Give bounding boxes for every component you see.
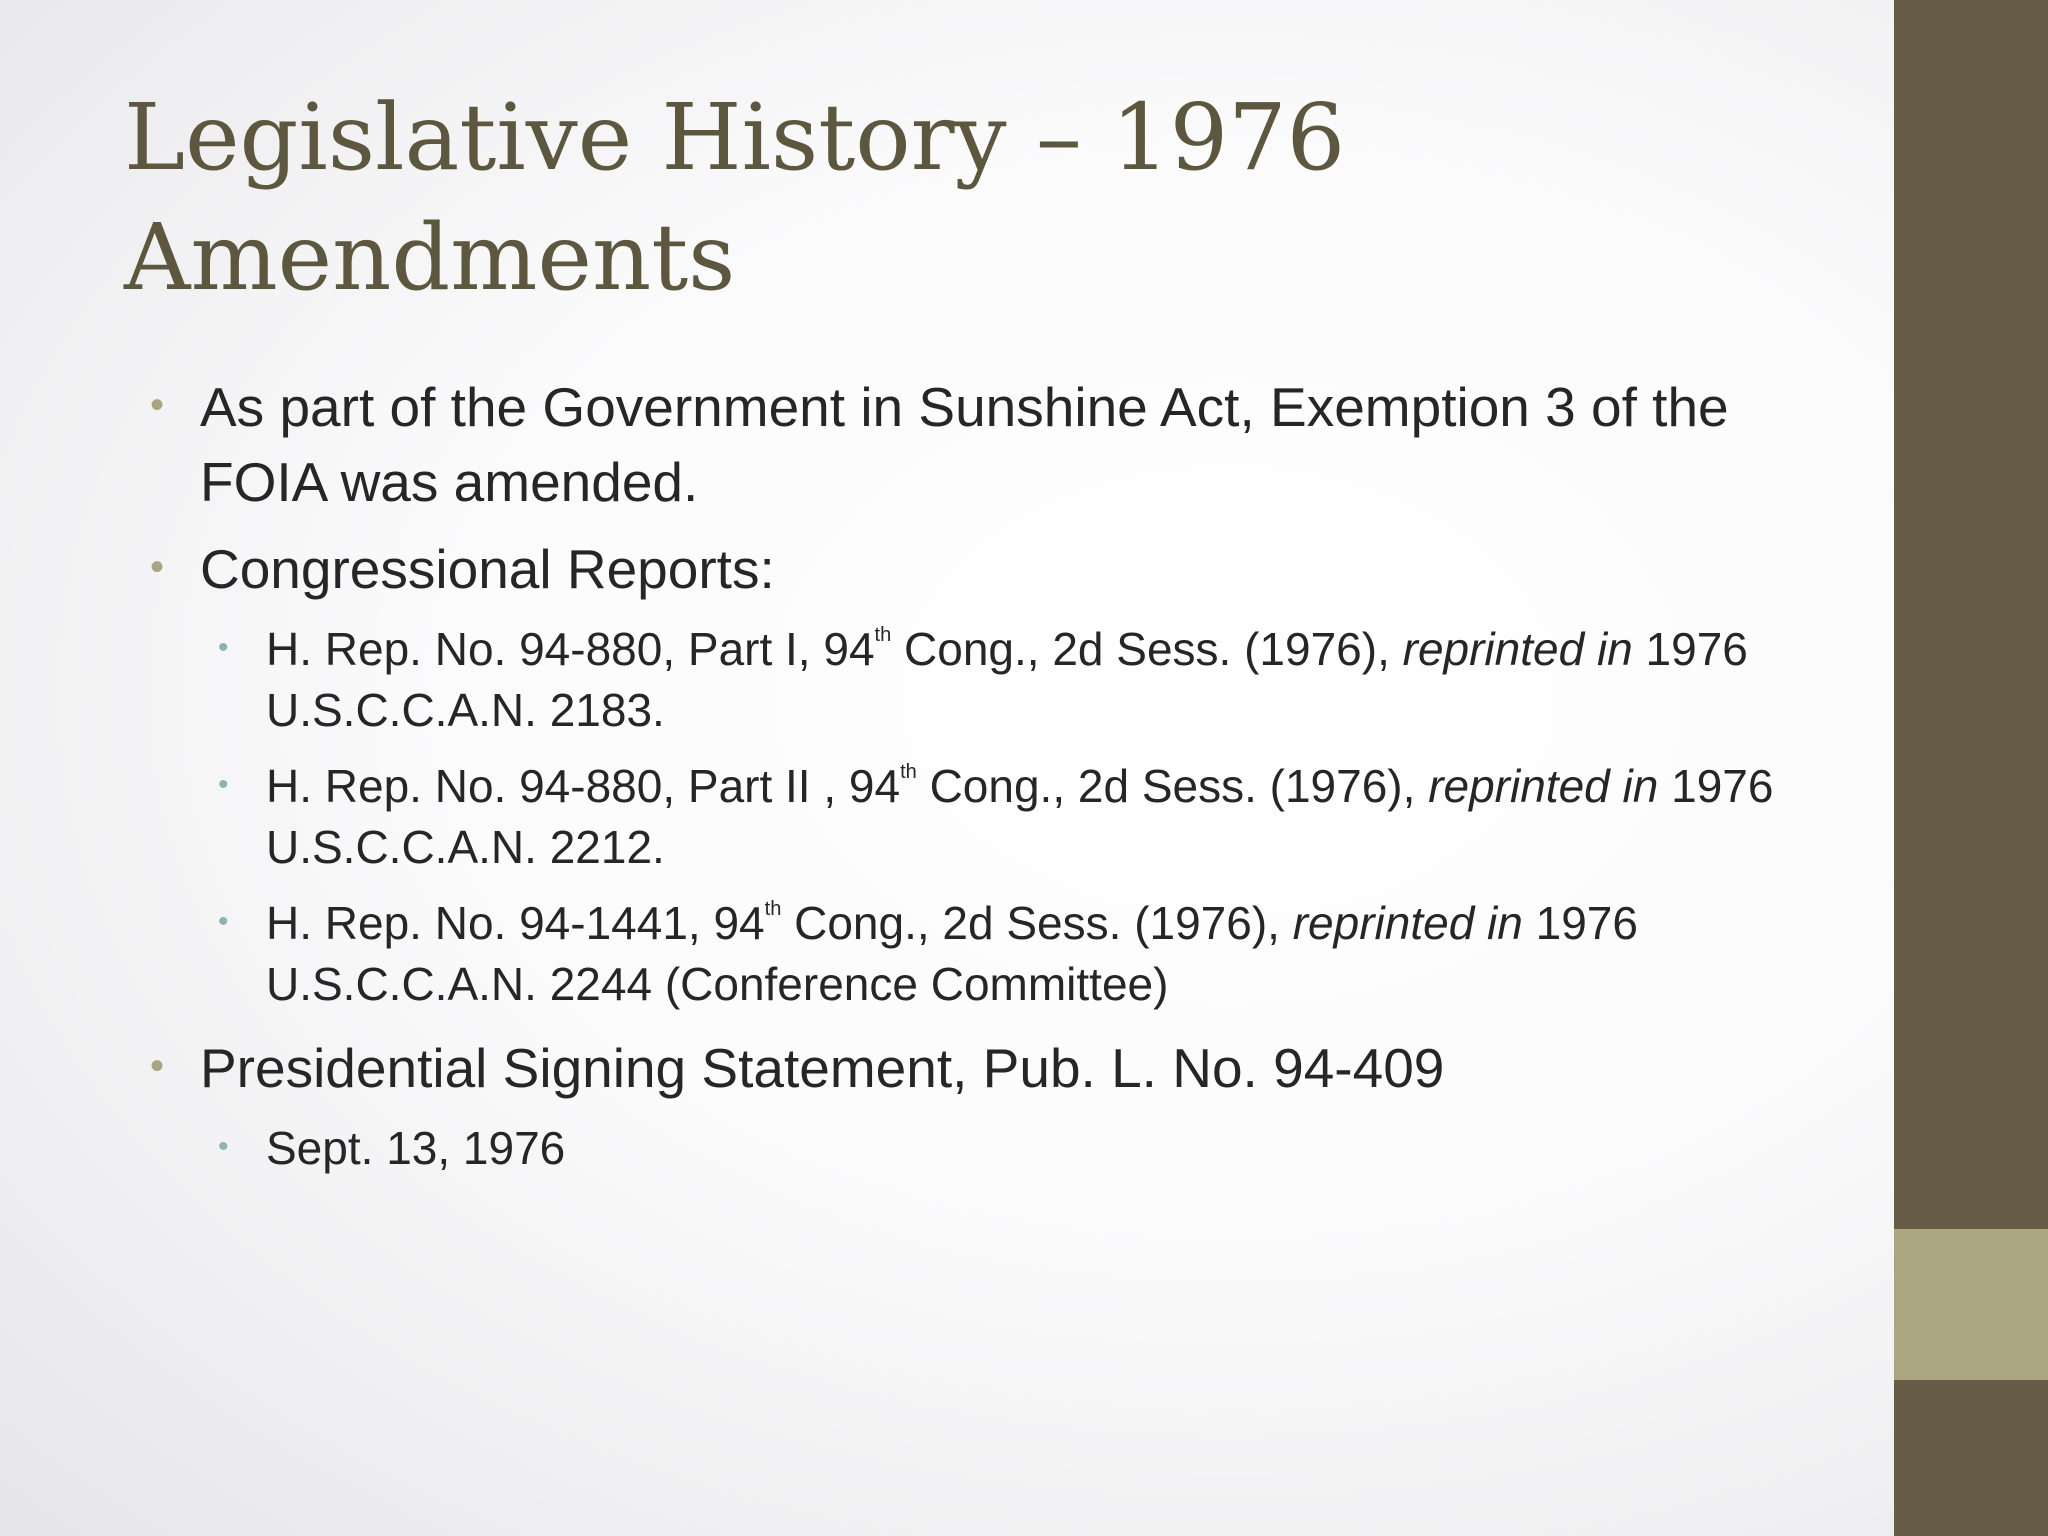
report-item — [150, 893, 1790, 1015]
report-reprint: 1976 U.S.C.C.A.N. 2212. — [266, 760, 1774, 873]
bullet-dot-icon: • — [150, 383, 165, 427]
signing-date: Sept. 13, 1976 — [266, 1122, 566, 1174]
title-line-1: Legislative History – 1976 — [124, 84, 1346, 191]
report-item — [150, 619, 1790, 741]
signing-date-item — [150, 1118, 1790, 1179]
bullet-dot-icon: • — [150, 1044, 165, 1088]
bullet-dot-icon: • — [150, 545, 165, 589]
bullet-text: Presidential Signing Statement, Pub. L. No. 94-409 — [200, 1037, 1445, 1099]
reprinted-in: reprinted in — [1402, 623, 1633, 675]
bullet-text: Congressional Reports: — [200, 538, 775, 600]
ordinal-suffix: th — [764, 898, 782, 920]
slide-title — [124, 78, 1824, 318]
bullet-signing-statement — [150, 1031, 1790, 1106]
ordinal-suffix: th — [874, 624, 892, 646]
sub-bullet-dot-icon: • — [218, 631, 229, 664]
report-citation: H. Rep. No. 94-880, Part I, 94 — [266, 623, 875, 675]
report-reprint: 1976 U.S.C.C.A.N. 2183. — [266, 623, 1748, 736]
sub-bullet-dot-icon: • — [218, 1130, 229, 1163]
report-citation: H. Rep. No. 94-880, Part II , 94 — [266, 760, 901, 812]
side-accent-band — [1894, 1229, 2048, 1380]
report-reprint: 1976 U.S.C.C.A.N. 2244 (Conference Committee) — [266, 897, 1638, 1010]
sub-bullet-dot-icon: • — [218, 905, 229, 938]
bullet-text: As part of the Government in Sunshine Act, Exemption 3 of the FOIA was amended. — [200, 376, 1729, 513]
report-session: Cong., 2d Sess. (1976), — [916, 760, 1429, 812]
reprinted-in: reprinted in — [1292, 897, 1523, 949]
reprinted-in: reprinted in — [1428, 760, 1659, 812]
report-citation: H. Rep. No. 94-1441, 94 — [266, 897, 765, 949]
title-line-2: Amendments — [124, 204, 736, 311]
report-session: Cong., 2d Sess. (1976), — [891, 623, 1403, 675]
report-session: Cong., 2d Sess. (1976), — [781, 897, 1293, 949]
bullet-sunshine-act — [150, 370, 1790, 520]
signing-date-list — [150, 1118, 1790, 1179]
slide-content — [150, 370, 1790, 1195]
ordinal-suffix: th — [900, 761, 917, 783]
reports-list — [150, 619, 1790, 1015]
bullet-congressional-reports — [150, 532, 1790, 607]
sub-bullet-dot-icon: • — [218, 768, 229, 801]
report-item — [150, 756, 1790, 878]
